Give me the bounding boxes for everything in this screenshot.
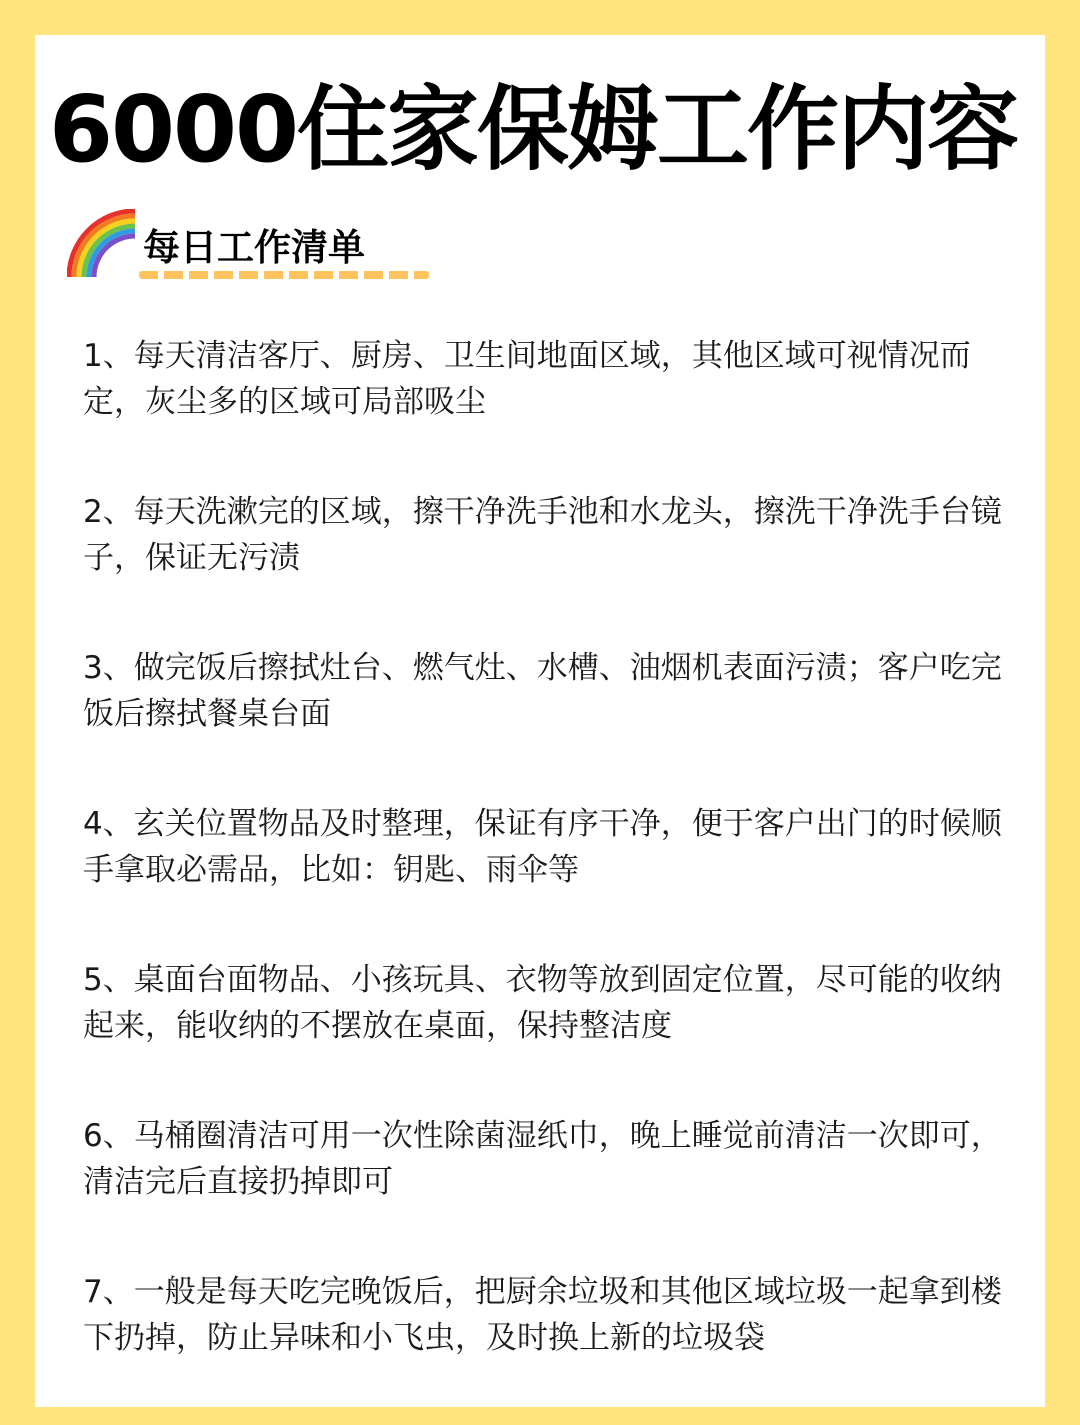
list-item: 2、每天洗漱完的区域，擦干净洗手池和水龙头，擦洗干净洗手台镜子，保证无污渍 — [83, 494, 1002, 576]
list-item: 7、一般是每天吃完晚饭后，把厨余垃圾和其他区域垃圾一起拿到楼下扔掉，防止异味和小飞虫，及时换上新的垃圾袋 — [83, 1274, 1002, 1356]
list-item: 3、做完饭后擦拭灶台、燃气灶、水槽、油烟机表面污渍；客户吃完饭后擦拭餐桌台面 — [83, 650, 1002, 732]
list-item: 4、玄关位置物品及时整理，保证有序干净，便于客户出门的时候顺手拿取必需品，比如：钥匙、雨伞等 — [83, 806, 1002, 888]
content-card — [35, 35, 1045, 1407]
list-item: 5、桌面台面物品、小孩玩具、衣物等放到固定位置，尽可能的收纳起来，能收纳的不摆放在桌面，保持整洁度 — [83, 962, 1002, 1044]
list-item: 1、每天清洁客厅、厨房、卫生间地面区域，其他区域可视情况而定，灰尘多的区域可局部吸尘 — [83, 338, 971, 420]
dashed-underline — [139, 271, 429, 279]
list-item: 6、马桶圈清洁可用一次性除菌湿纸巾，晚上睡觉前清洁一次即可，清洁完后直接扔掉即可 — [83, 1118, 1002, 1200]
section-header — [67, 207, 447, 287]
section-title: 每日工作清单 — [143, 226, 365, 269]
page-title: 6000住家保姆工作内容 — [49, 76, 1018, 183]
rainbow-icon — [67, 209, 137, 279]
task-list — [83, 333, 1013, 1425]
